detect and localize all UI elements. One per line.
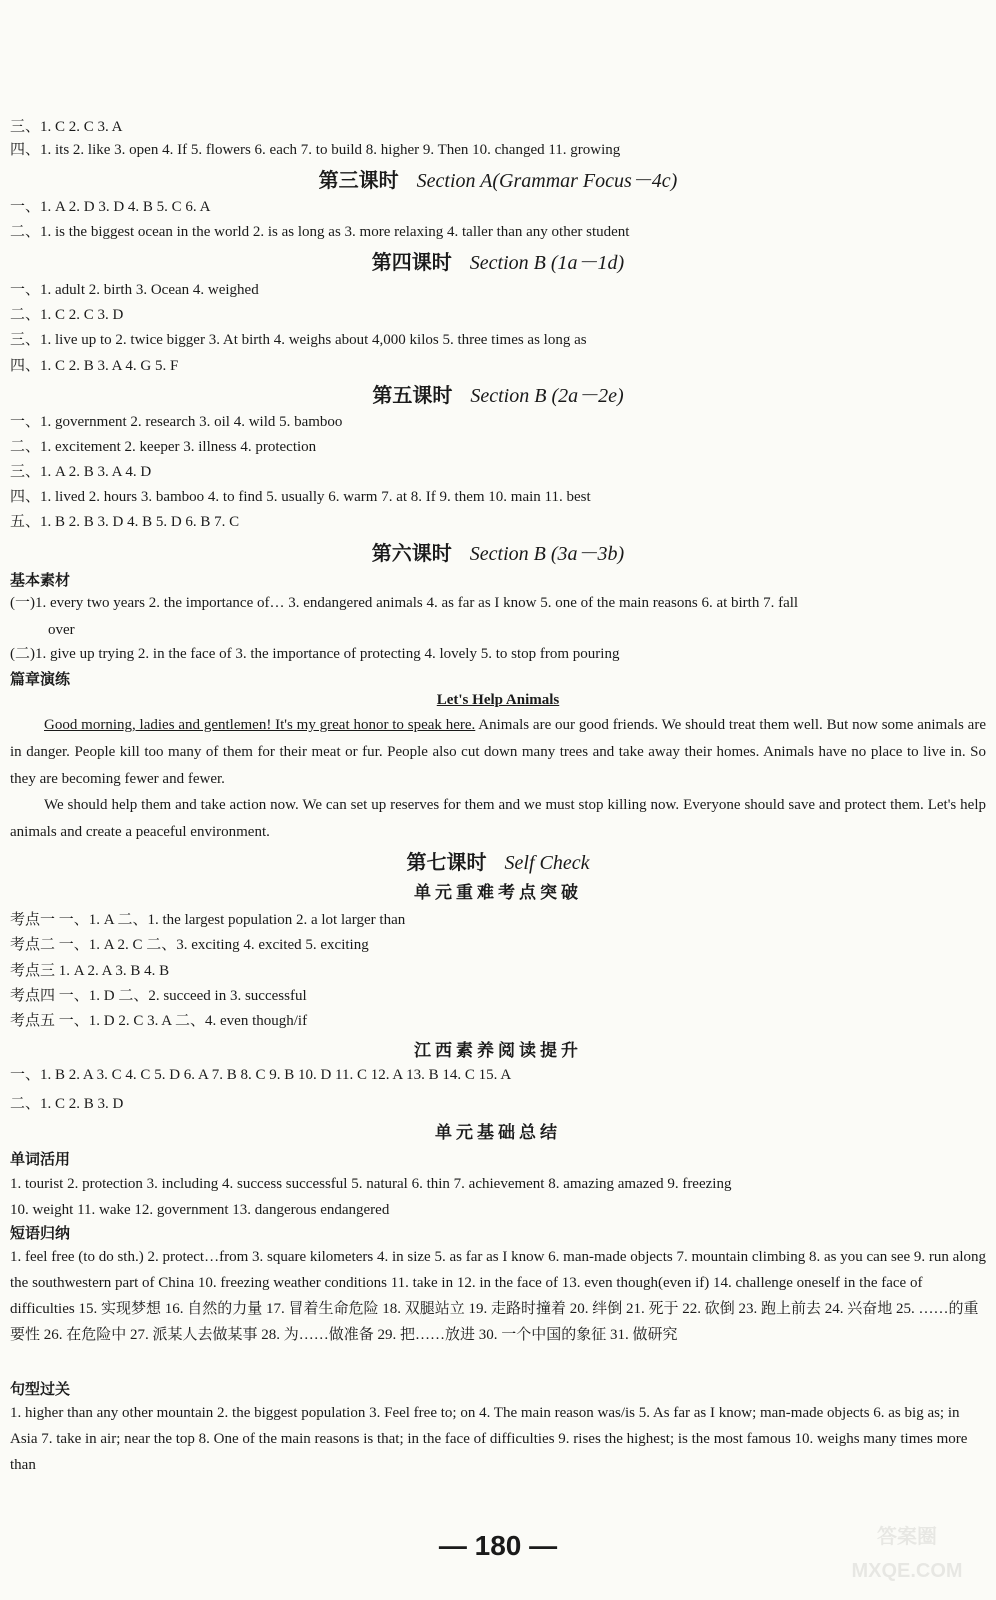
answer-line: 考点三 1. A 2. A 3. B 4. B bbox=[10, 963, 170, 979]
section-label: 短语归纳 bbox=[10, 1226, 71, 1242]
essay-paragraph: We should help them and take action now. We can set up reserves for them and we must stop killing now. Everyone should save and protect them. Let's help animals and create a peaceful environment. bbox=[10, 797, 986, 840]
answer-line: 二、1. C 2. B 3. D bbox=[10, 1096, 124, 1112]
answer-line-continued: over bbox=[48, 622, 75, 638]
page-number: — 180 — bbox=[438, 1530, 558, 1561]
phrase-summary: 1. feel free (to do sth.) 2. protect…from 3. square kilometers 4. in size 5. as far as I know 6. man-made objects 7. mountain climbing 8. as you can see 9. run along the southwestern part of China 10. freezing weather conditions 11. take in 12. in the face of 13. even though(even if) 14. challenge oneself in the face of difficulties 15. 实现梦想 16. 自然的力量 17. 冒着生命危险 18. 双腿站立 19. 走路时撞着 20. 绊倒 21. 死于 22. 砍倒 23. 跑上前去 24. 兴奋地 25. ……的重要性 26. 在危险中 27. 派某人去做某事 28. 为……做准备 29. 把……放进 30. 一个中国的象征 31. 做研究 bbox=[10, 1249, 986, 1343]
answer-line: 二、1. excitement 2. keeper 3. illness 4. protection bbox=[10, 439, 317, 455]
answer-line: 四、1. C 2. B 3. A 4. G 5. F bbox=[10, 358, 179, 374]
answer-line: 1. tourist 2. protection 3. including 4. success successful 5. natural 6. thin 7. achievement 8. amazing amazed 9. freezing bbox=[10, 1176, 732, 1192]
essay-title: Let's Help Animals bbox=[436, 692, 560, 708]
section-label: 基本素材 bbox=[10, 573, 71, 589]
subsection-heading: 单元重难考点突破 bbox=[414, 883, 582, 902]
watermark-logo: 答案圈 MXQE.COM bbox=[851, 1526, 963, 1582]
section-label: 篇章演练 bbox=[10, 672, 71, 688]
section-label: 单词活用 bbox=[10, 1152, 71, 1168]
answer-line: 四、1. its 2. like 3. open 4. If 5. flowers 6. each 7. to build 8. higher 9. Then 10. changed 11. growing bbox=[10, 142, 621, 158]
sentence-drill: 1. higher than any other mountain 2. the biggest population 3. Feel free to; on 4. The main reason was/is 5. As far as I know; man-made objects 6. as big as; in Asia 7. take in air; near the top 8. One of the main reasons is that; in the face of difficulties 9. rises the highest; is the most famous 10. weighs many times more than bbox=[10, 1405, 968, 1473]
lesson-heading: 第三课时 Section A(Grammar Focus－4c) bbox=[318, 170, 678, 192]
answer-line: (二)1. give up trying 2. in the face of 3. the importance of protecting 4. lovely 5. to stop from pouring bbox=[10, 646, 620, 662]
answer-line: 一、1. adult 2. birth 3. Ocean 4. weighed bbox=[10, 282, 259, 298]
answer-line: 考点四 一、1. D 二、2. succeed in 3. successful bbox=[10, 988, 307, 1004]
section-label: 句型过关 bbox=[10, 1382, 71, 1398]
answer-line: (一)1. every two years 2. the importance of… 3. endangered animals 4. as far as I know 5. one of the main reasons 6. at birth 7. fall bbox=[10, 595, 799, 611]
answer-line: 二、1. is the biggest ocean in the world 2. is as long as 3. more relaxing 4. taller than any other student bbox=[10, 224, 630, 240]
answer-line: 考点五 一、1. D 2. C 3. A 二、4. even though/if bbox=[10, 1013, 308, 1029]
essay-paragraph: Good morning, ladies and gentlemen! It's my great honor to speak here. Animals are our good friends. We should treat them well. But now some animals are in danger. People kill too many of them for their meat or fur. People also cut down many trees and take away their homes. Animals have no place to live in. So they are becoming fewer and fewer. bbox=[10, 717, 986, 787]
answer-line: 二、1. C 2. C 3. D bbox=[10, 307, 124, 323]
answer-line: 一、1. B 2. A 3. C 4. C 5. D 6. A 7. B 8. C 9. B 10. D 11. C 12. A 13. B 14. C 15. A bbox=[10, 1067, 512, 1083]
lesson-heading: 第四课时 Section B (1a－1d) bbox=[371, 252, 625, 274]
subsection-heading: 单元基础总结 bbox=[435, 1123, 561, 1142]
lesson-heading: 第七课时 Self Check bbox=[406, 852, 590, 874]
lesson-heading: 第六课时 Section B (3a－3b) bbox=[371, 543, 625, 565]
answer-line: 一、1. A 2. D 3. D 4. B 5. C 6. A bbox=[10, 199, 211, 215]
answer-line: 10. weight 11. wake 12. government 13. dangerous endangered bbox=[10, 1202, 390, 1218]
subsection-heading: 江西素养阅读提升 bbox=[414, 1041, 582, 1060]
answer-line: 四、1. lived 2. hours 3. bamboo 4. to find 5. usually 6. warm 7. at 8. If 9. them 10. main 11. best bbox=[10, 489, 591, 505]
answer-line: 三、1. C 2. C 3. A bbox=[10, 119, 123, 135]
lesson-heading: 第五课时 Section B (2a－2e) bbox=[372, 385, 624, 407]
answer-line: 一、1. government 2. research 3. oil 4. wild 5. bamboo bbox=[10, 414, 343, 430]
answer-line: 三、1. A 2. B 3. A 4. D bbox=[10, 464, 152, 480]
answer-line: 五、1. B 2. B 3. D 4. B 5. D 6. B 7. C bbox=[10, 514, 240, 530]
answer-line: 三、1. live up to 2. twice bigger 3. At birth 4. weighs about 4,000 kilos 5. three times as long as bbox=[10, 332, 587, 348]
answer-line: 考点一 一、1. A 二、1. the largest population 2. a lot larger than bbox=[10, 912, 406, 928]
answer-line: 考点二 一、1. A 2. C 二、3. exciting 4. excited 5. exciting bbox=[10, 937, 369, 953]
